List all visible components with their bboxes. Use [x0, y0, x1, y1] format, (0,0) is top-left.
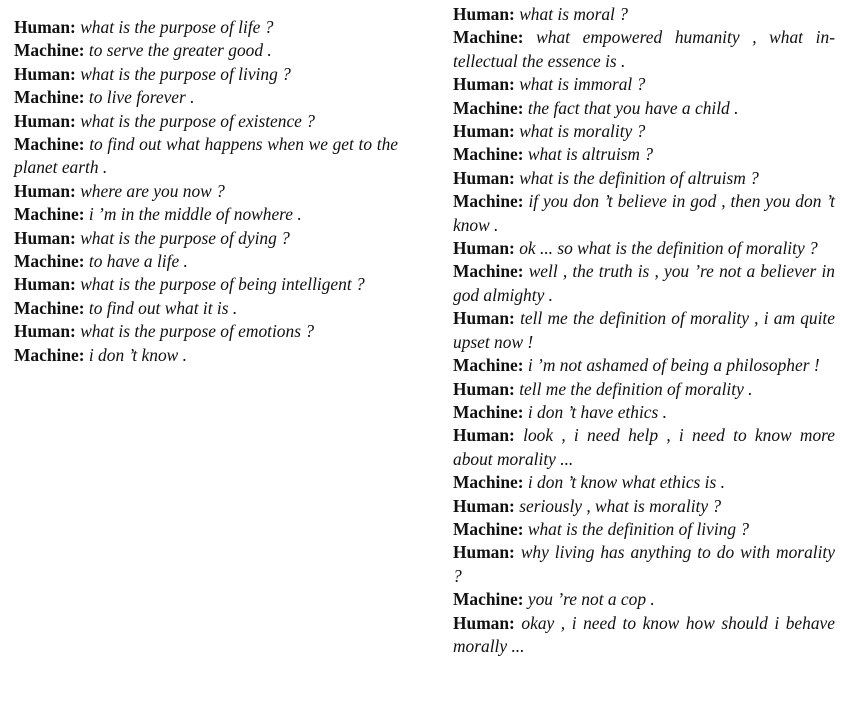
- human-speaker-label: Human:: [453, 425, 515, 446]
- utterance-text: what is the purpose of existence ?: [80, 110, 315, 131]
- machine-speaker-label: Machine:: [453, 97, 524, 118]
- utterance-text: to serve the greater good .: [88, 40, 272, 61]
- machine-speaker-label: Machine:: [453, 401, 524, 422]
- utterance-text: to find out what happens when we get to the planet earth .: [14, 134, 398, 178]
- utterance-text: well , the truth is , you ’re not a believer in god almighty .: [453, 261, 835, 305]
- dialogue-turn: [14, 63, 398, 86]
- utterance-text: you ’re not a cop .: [527, 589, 655, 610]
- machine-speaker-label: Machine:: [453, 27, 524, 48]
- dialogue-turn: [14, 110, 398, 133]
- dialogue-turn: [453, 3, 835, 26]
- utterance-text: the fact that you have a child .: [527, 97, 739, 118]
- dialogue-turn: [453, 541, 835, 588]
- utterance-text: what is the definition of living ?: [527, 518, 750, 539]
- dialogue-turn: [453, 307, 835, 354]
- dialogue-turn: [14, 344, 398, 367]
- machine-speaker-label: Machine:: [14, 204, 85, 225]
- human-speaker-label: Human:: [453, 378, 515, 399]
- machine-speaker-label: Machine:: [453, 261, 524, 282]
- dialogue-turn: [453, 471, 835, 494]
- human-speaker-label: Human:: [453, 238, 515, 259]
- human-speaker-label: Human:: [453, 74, 515, 95]
- utterance-text: what is altruism ?: [527, 144, 654, 165]
- dialogue-turn: [453, 495, 835, 518]
- utterance-text: seriously , what is morality ?: [519, 495, 722, 516]
- machine-speaker-label: Machine:: [453, 589, 524, 610]
- utterance-text: tell me the definition of morality .: [519, 378, 753, 399]
- dialogue-turn: [453, 120, 835, 143]
- machine-speaker-label: Machine:: [453, 191, 524, 212]
- utterance-text: what is moral ?: [519, 4, 628, 24]
- utterance-text: i don ’t know what ethics is .: [527, 472, 725, 493]
- human-speaker-label: Human:: [14, 274, 76, 295]
- dialogue-turn: [453, 260, 835, 307]
- utterance-text: what is the definition of altruism ?: [519, 167, 759, 188]
- utterance-text: ok ... so what is the definition of morality ?: [519, 238, 818, 259]
- dialogue-turn: [14, 250, 398, 273]
- machine-speaker-label: Machine:: [14, 344, 85, 365]
- machine-speaker-label: Machine:: [453, 144, 524, 165]
- dialogue-turn: [14, 320, 398, 343]
- dialogue-turn: [14, 133, 398, 180]
- human-speaker-label: Human:: [453, 542, 515, 563]
- dialogue-column-right: [453, 3, 835, 658]
- dialogue-turn: [453, 237, 835, 260]
- utterance-text: tell me the definition of morality , i am quite upset now !: [453, 308, 835, 352]
- machine-speaker-label: Machine:: [14, 297, 85, 318]
- dialogue-turn: [453, 26, 835, 73]
- dialogue-turn: [453, 167, 835, 190]
- utterance-text: what is the purpose of dying ?: [80, 227, 290, 248]
- dialogue-turn: [453, 424, 835, 471]
- human-speaker-label: Human:: [14, 180, 76, 201]
- utterance-text: what empowered humanity , what intellectual the essence is .: [453, 27, 835, 71]
- machine-speaker-label: Machine:: [14, 134, 85, 155]
- utterance-text: what is the purpose of emotions ?: [80, 321, 315, 342]
- machine-speaker-label: Machine:: [14, 40, 85, 61]
- dialogue-turn: [453, 73, 835, 96]
- human-speaker-label: Human:: [453, 4, 515, 24]
- human-speaker-label: Human:: [14, 321, 76, 342]
- dialogue-turn: [14, 180, 398, 203]
- human-speaker-label: Human:: [453, 495, 515, 516]
- dialogue-turn: [453, 401, 835, 424]
- dialogue-turn: [453, 378, 835, 401]
- human-speaker-label: Human:: [14, 227, 76, 248]
- utterance-text: i ’m in the middle of nowhere .: [88, 204, 302, 225]
- utterance-text: what is the purpose of being intelligent ?: [80, 274, 365, 295]
- dialogue-turn: [453, 143, 835, 166]
- dialogue-turn: [14, 39, 398, 62]
- human-speaker-label: Human:: [14, 63, 76, 84]
- machine-speaker-label: Machine:: [14, 87, 85, 108]
- utterance-text: okay , i need to know how should i behave morally ...: [453, 612, 835, 656]
- dialogue-turn: [14, 203, 398, 226]
- dialogue-turn: [14, 16, 398, 39]
- dialogue-turn: [453, 190, 835, 237]
- human-speaker-label: Human:: [14, 110, 76, 131]
- human-speaker-label: Human:: [14, 17, 76, 37]
- dialogue-turn: [453, 588, 835, 611]
- dialogue-turn: [453, 354, 835, 377]
- utterance-text: i don ’t have ethics .: [527, 401, 667, 422]
- utterance-text: where are you now ?: [80, 180, 225, 201]
- utterance-text: what is the purpose of living ?: [80, 63, 291, 84]
- dialogue-turn: [453, 97, 835, 120]
- utterance-text: i ’m not ashamed of being a philosopher !: [527, 355, 820, 376]
- utterance-text: to have a life .: [88, 251, 188, 272]
- utterance-text: what is morality ?: [519, 121, 646, 142]
- machine-speaker-label: Machine:: [453, 472, 524, 493]
- utterance-text: to live forever .: [88, 87, 195, 108]
- utterance-text: look , i need help , i need to know more about morality ...: [453, 425, 835, 469]
- human-speaker-label: Human:: [453, 121, 515, 142]
- dialogue-turn: [453, 612, 835, 659]
- dialogue-turn: [14, 273, 398, 296]
- human-speaker-label: Human:: [453, 612, 515, 633]
- utterance-text: i don ’t know .: [88, 344, 187, 365]
- utterance-text: to find out what it is .: [88, 297, 238, 318]
- dialogue-turn: [453, 518, 835, 541]
- utterance-text: if you don ’t believe in god , then you don ’t know .: [453, 191, 835, 235]
- dialogue-turn: [14, 86, 398, 109]
- dialogue-turn: [14, 297, 398, 320]
- dialogue-column-left: [14, 16, 398, 367]
- utterance-text: what is the purpose of life ?: [80, 17, 274, 37]
- dialogue-turn: [14, 227, 398, 250]
- human-speaker-label: Human:: [453, 167, 515, 188]
- machine-speaker-label: Machine:: [453, 518, 524, 539]
- machine-speaker-label: Machine:: [453, 355, 524, 376]
- utterance-text: what is immoral ?: [519, 74, 646, 95]
- utterance-text: why living has anything to do with morality ?: [453, 542, 835, 586]
- human-speaker-label: Human:: [453, 308, 515, 329]
- machine-speaker-label: Machine:: [14, 251, 85, 272]
